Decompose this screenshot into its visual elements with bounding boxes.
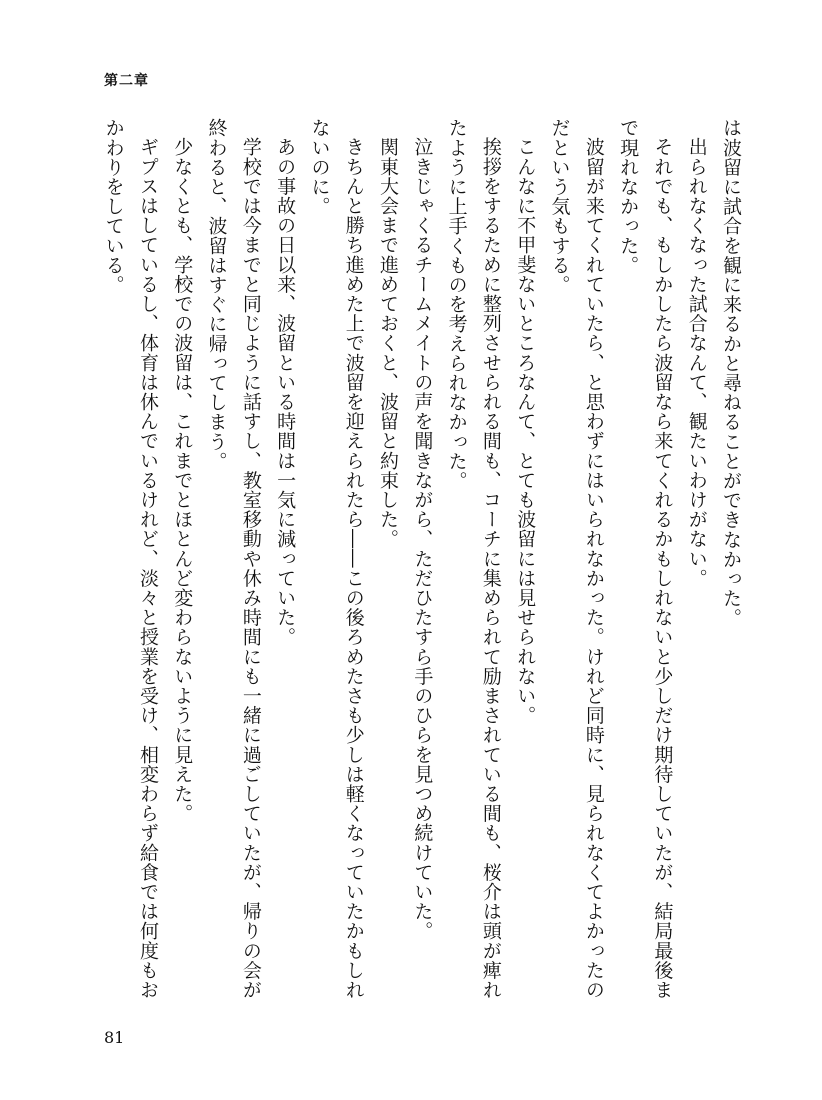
paragraph: 出られなくなった試合なんて、観たいわけがない。 [685,137,708,588]
paragraph: それでも、もしかしたら波留なら来てくれるかもしれないと少しだけ期待していたが、結局最後まで現れなかった。 [617,118,674,1000]
paragraph: ギプスはしているし、体育は休んでいるけれど、淡々と授業を受け、相変わらず給食では何度もおかわりをしている。 [102,118,159,1000]
paragraph: 学校では今までと同じように話すし、教室移動や休み時間にも一緒に過ごしていたが、帰りの会が終わると、波留はすぐに帰ってしまう。 [205,118,262,1000]
paragraph: あの事故の日以来、波留といる時間は一気に減っていた。 [274,137,297,647]
paragraph: 関東大会まで進めておくと、波留と約束した。 [377,137,400,549]
paragraph: 波留が来てくれていたら、と思わずにはいられなかった。けれど同時に、見られなくてよかったのだという気もする。 [548,118,605,1000]
page-number: 81 [104,1028,125,1047]
paragraph: きちんと勝ち進めた上で波留を迎えられたら――この後ろめたさも少しは軽くなっていたかもしれないのに。 [308,118,365,1000]
paragraph: こんなに不甲斐ないところなんて、とても波留には見せられない。 [514,137,537,725]
paragraph: 少なくとも、学校での波留は、これまでとほとんど変わらないように見えた。 [171,137,194,823]
paragraph: は波留に試合を観に来るかと尋ねることができなかった。 [720,118,742,628]
chapter-header: 第二章 [104,73,149,89]
paragraph: 泣きじゃくるチームメイトの声を聞きながら、ただひたすら手のひらを見つめ続けていた。 [411,137,434,941]
paragraph: 挨拶をするために整列させられる間も、コーチに集められて励まされている間も、桜介は頭が痺れたように上手くものを考えられなかった。 [445,118,502,1000]
body-text [88,118,748,1018]
